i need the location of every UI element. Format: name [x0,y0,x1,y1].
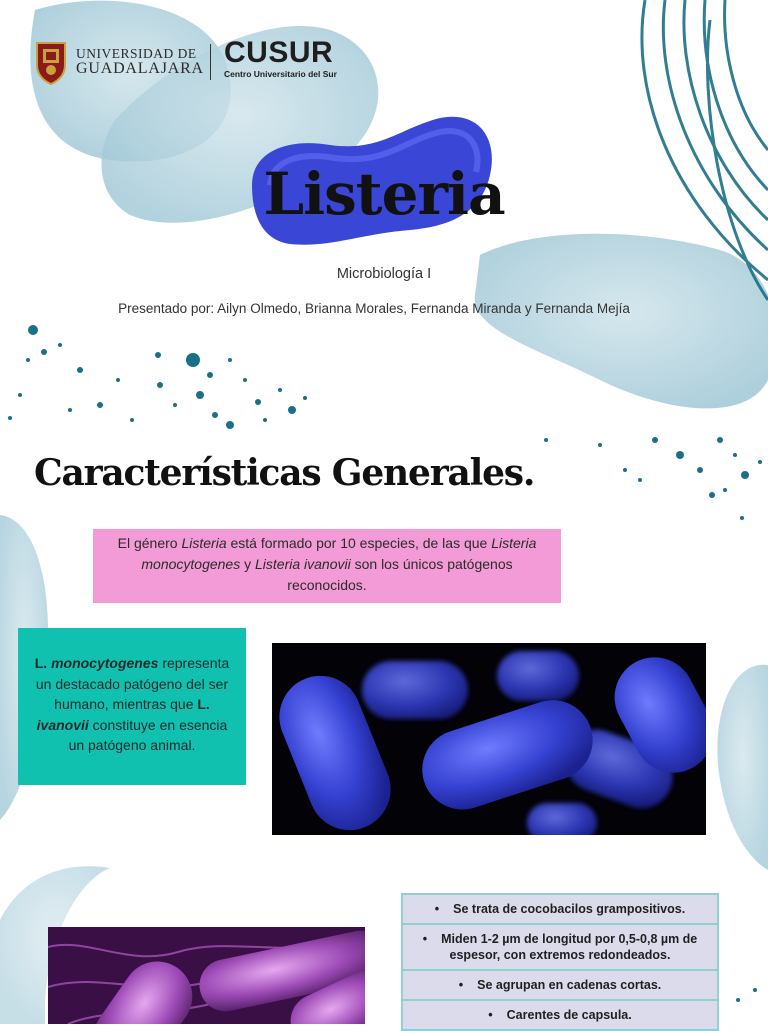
watercolor-blob [475,234,768,409]
text-run: representa un destacado patógeno del ser humano, mientras que [35,655,230,712]
genus-description-box [93,529,561,603]
text-run: está formado por 10 especies, de las que [226,535,492,551]
udg-crest-icon [34,39,68,85]
udg-logo [34,36,204,88]
bullet-glyph: • [434,902,440,916]
list-item-text: Se agrupan en cadenas cortas. [477,978,662,992]
cusur-logo [224,38,337,79]
characteristics-list [401,893,719,1031]
udg-name-line1: UNIVERSIDAD DE [76,45,197,61]
italic-run: Listeria [181,535,227,551]
course-subtitle: Microbiología I [336,266,432,282]
list-item-text: Miden 1-2 µm de longitud por 0,5-0,8 µm de espesor, con extremos redondeados. [441,932,698,962]
page-title: Listeria [263,160,505,228]
italic-run: Listeria ivanovii [255,556,351,572]
cusur-name: CUSUR [224,36,334,69]
purple-bacteria-photo [48,927,365,1024]
cusur-subtitle: Centro Universitario del Sur [224,69,337,79]
logo-divider [210,44,211,80]
text-run: El género [117,535,182,551]
list-item [402,894,718,924]
text-run: constituye en esencia un patógeno animal. [68,716,228,753]
watercolor-blob [717,665,768,870]
bold-run: L. [34,655,52,671]
bold-italic-run: monocytogenes [51,655,159,671]
list-item [402,1000,718,1030]
bold-run: L. [197,696,210,712]
bullet-glyph: • [458,978,464,992]
pathogen-description-box [18,628,246,785]
list-item-text: Carentes de capsula. [506,1008,632,1022]
list-item-text: Se trata de cocobacilos grampositivos. [453,902,686,916]
listeria-bacteria-photo [272,643,706,835]
udg-name-line2: GUADALAJARA [76,59,204,77]
text-run: y [240,556,255,572]
bullet-glyph: • [422,932,428,946]
presenters-line: Presentado por: Ailyn Olmedo, Brianna Morales, Fernanda Miranda y Fernanda Mejía [118,301,630,316]
bold-italic-run: ivanovii [36,716,89,733]
text-run: son los únicos patógenos reconocidos. [287,556,513,593]
list-item [402,924,718,970]
section-heading: Características Generales. [34,452,535,494]
list-item [402,970,718,1000]
bullet-glyph: • [488,1008,493,1022]
italic-run: Listeria monocytogenes [141,535,537,572]
